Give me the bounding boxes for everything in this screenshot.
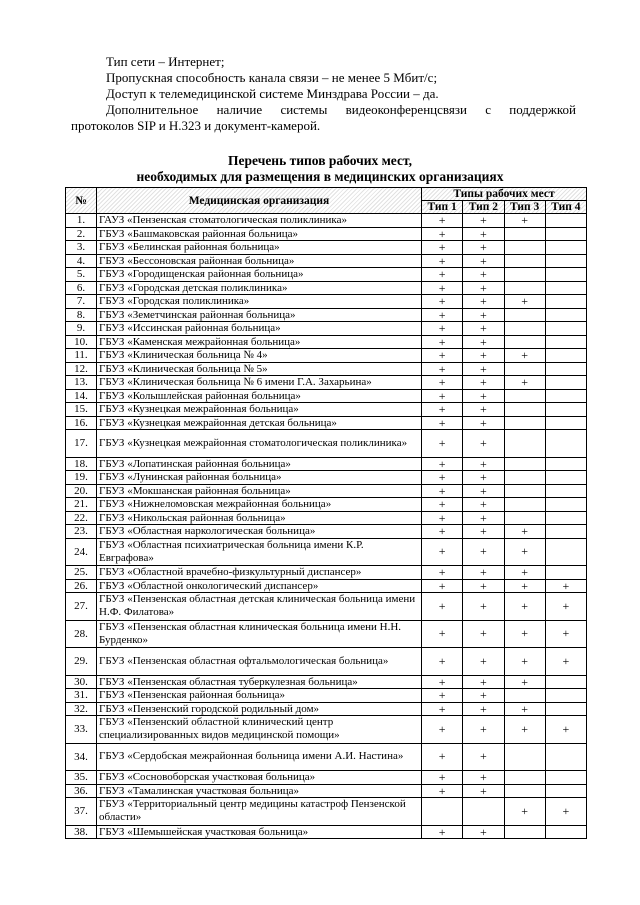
row-number: 6.: [66, 281, 97, 295]
row-number: 35.: [66, 771, 97, 785]
type-4-mark: +: [545, 593, 586, 621]
type-1-mark: +: [422, 771, 463, 785]
type-4-mark: [545, 335, 586, 349]
row-number: 7.: [66, 295, 97, 309]
organization-name: ГБУЗ «Пензенская областная детская клиническая больница имени Н.Ф. Филатова»: [97, 593, 422, 621]
type-4-mark: [545, 484, 586, 498]
type-2-mark: +: [463, 579, 504, 593]
table-row: [66, 268, 587, 282]
type-4-mark: +: [545, 579, 586, 593]
organization-name: ГБУЗ «Башмаковская районная больница»: [97, 227, 422, 241]
type-1-mark: +: [422, 566, 463, 580]
type-4-mark: [545, 322, 586, 336]
type-3-mark: [504, 322, 545, 336]
type-1-mark: +: [422, 457, 463, 471]
header-type-2: Тип 2: [463, 201, 504, 214]
type-2-mark: +: [463, 308, 504, 322]
type-2-mark: [463, 798, 504, 826]
row-number: 24.: [66, 538, 97, 566]
intro-line-access: Доступ к телемедицинской системе Минздрава России – да.: [106, 86, 439, 101]
type-3-mark: +: [504, 675, 545, 689]
type-1-mark: +: [422, 268, 463, 282]
type-3-mark: +: [504, 349, 545, 363]
type-2-mark: +: [463, 362, 504, 376]
type-1-mark: +: [422, 403, 463, 417]
organization-name: ГБУЗ «Областной онкологический диспансер»: [97, 579, 422, 593]
row-number: 3.: [66, 241, 97, 255]
type-2-mark: +: [463, 620, 504, 648]
type-4-mark: [545, 308, 586, 322]
type-1-mark: +: [422, 389, 463, 403]
type-3-mark: [504, 511, 545, 525]
row-number: 23.: [66, 525, 97, 539]
organization-name: ГБУЗ «Пензенский городской родильный дом»: [97, 702, 422, 716]
type-1-mark: +: [422, 295, 463, 309]
row-number: 2.: [66, 227, 97, 241]
type-1-mark: +: [422, 716, 463, 744]
organization-name: ГБУЗ «Пензенская областная туберкулезная больница»: [97, 675, 422, 689]
row-number: 33.: [66, 716, 97, 744]
type-4-mark: [545, 389, 586, 403]
row-number: 28.: [66, 620, 97, 648]
type-1-mark: +: [422, 648, 463, 676]
type-1-mark: +: [422, 484, 463, 498]
type-2-mark: +: [463, 498, 504, 512]
type-1-mark: +: [422, 214, 463, 228]
type-1-mark: +: [422, 498, 463, 512]
organization-name: ГБУЗ «Клиническая больница № 6 имени Г.А. Захарьина»: [97, 376, 422, 390]
type-2-mark: +: [463, 227, 504, 241]
type-3-mark: +: [504, 716, 545, 744]
type-3-mark: [504, 389, 545, 403]
type-3-mark: [504, 281, 545, 295]
organization-name: ГБУЗ «Пензенская областная клиническая больница имени Н.Н. Бурденко»: [97, 620, 422, 648]
type-1-mark: +: [422, 281, 463, 295]
type-3-mark: [504, 362, 545, 376]
row-number: 18.: [66, 457, 97, 471]
type-2-mark: +: [463, 689, 504, 703]
type-1-mark: +: [422, 254, 463, 268]
table-row: [66, 593, 587, 621]
organization-name: ГБУЗ «Пензенская областная офтальмологическая больница»: [97, 648, 422, 676]
type-1-mark: +: [422, 376, 463, 390]
table-row: [66, 743, 587, 771]
type-3-mark: [504, 471, 545, 485]
row-number: 16.: [66, 416, 97, 430]
type-2-mark: +: [463, 254, 504, 268]
organization-name: ГБУЗ «Иссинская районная больница»: [97, 322, 422, 336]
type-3-mark: +: [504, 538, 545, 566]
type-3-mark: [504, 771, 545, 785]
type-2-mark: +: [463, 716, 504, 744]
type-3-mark: [504, 689, 545, 703]
type-2-mark: +: [463, 430, 504, 458]
intro-word: наличие: [216, 102, 263, 117]
organization-name: ГБУЗ «Кузнецкая межрайонная детская больница»: [97, 416, 422, 430]
table-row: [66, 511, 587, 525]
row-number: 26.: [66, 579, 97, 593]
type-3-mark: [504, 308, 545, 322]
type-2-mark: +: [463, 648, 504, 676]
table-row: [66, 349, 587, 363]
header-type-1: Тип 1: [422, 201, 463, 214]
table-row: [66, 689, 587, 703]
type-2-mark: +: [463, 389, 504, 403]
type-3-mark: +: [504, 593, 545, 621]
type-4-mark: [545, 227, 586, 241]
organization-name: ГБУЗ «Городская поликлиника»: [97, 295, 422, 309]
type-2-mark: +: [463, 349, 504, 363]
type-1-mark: +: [422, 471, 463, 485]
type-3-mark: [504, 403, 545, 417]
row-number: 34.: [66, 743, 97, 771]
type-4-mark: [545, 362, 586, 376]
type-1-mark: +: [422, 227, 463, 241]
type-2-mark: +: [463, 593, 504, 621]
intro-line-network: Тип сети – Интернет;: [106, 54, 225, 69]
table-row: [66, 241, 587, 255]
type-3-mark: +: [504, 620, 545, 648]
table-row: [66, 308, 587, 322]
organization-name: ГБУЗ «Областная психиатрическая больница имени К.Р. Евграфова»: [97, 538, 422, 566]
type-2-mark: +: [463, 825, 504, 839]
type-1-mark: +: [422, 241, 463, 255]
type-2-mark: +: [463, 675, 504, 689]
table-row: [66, 675, 587, 689]
type-4-mark: [545, 784, 586, 798]
row-number: 15.: [66, 403, 97, 417]
type-1-mark: +: [422, 825, 463, 839]
type-1-mark: +: [422, 362, 463, 376]
type-4-mark: [545, 403, 586, 417]
table-row: [66, 771, 587, 785]
type-3-mark: [504, 241, 545, 255]
table-row: [66, 214, 587, 228]
row-number: 9.: [66, 322, 97, 336]
type-4-mark: [545, 525, 586, 539]
type-1-mark: +: [422, 335, 463, 349]
type-1-mark: +: [422, 784, 463, 798]
type-2-mark: +: [463, 702, 504, 716]
type-4-mark: +: [545, 798, 586, 826]
workplace-types-table: [65, 187, 587, 839]
type-1-mark: +: [422, 416, 463, 430]
intro-word: поддержкой: [509, 102, 576, 117]
organization-name: ГБУЗ «Пензенский областной клинический центр специализированных видов медицинской помощи»: [97, 716, 422, 744]
type-2-mark: +: [463, 471, 504, 485]
type-3-mark: +: [504, 579, 545, 593]
type-3-mark: [504, 254, 545, 268]
row-number: 21.: [66, 498, 97, 512]
type-2-mark: +: [463, 268, 504, 282]
organization-name: ГБУЗ «Территориальный центр медицины катастроф Пензенской области»: [97, 798, 422, 826]
intro-word: системы: [280, 102, 328, 117]
table-row: [66, 416, 587, 430]
type-1-mark: +: [422, 702, 463, 716]
type-1-mark: +: [422, 525, 463, 539]
type-4-mark: [545, 349, 586, 363]
type-3-mark: [504, 498, 545, 512]
table-row: [66, 335, 587, 349]
organization-name: ГБУЗ «Лунинская районная больница»: [97, 471, 422, 485]
row-number: 14.: [66, 389, 97, 403]
organization-name: ГБУЗ «Клиническая больница № 4»: [97, 349, 422, 363]
table-row: [66, 784, 587, 798]
table-row: [66, 403, 587, 417]
type-2-mark: +: [463, 403, 504, 417]
type-4-mark: [545, 675, 586, 689]
row-number: 13.: [66, 376, 97, 390]
type-1-mark: +: [422, 579, 463, 593]
type-3-mark: [504, 457, 545, 471]
table-row: [66, 281, 587, 295]
row-number: 25.: [66, 566, 97, 580]
table-body: [66, 214, 587, 839]
type-3-mark: +: [504, 798, 545, 826]
type-4-mark: [545, 295, 586, 309]
organization-name: ГБУЗ «Никольская районная больница»: [97, 511, 422, 525]
table-row: [66, 362, 587, 376]
list-title-line-1: Перечень типов рабочих мест,: [228, 153, 412, 168]
type-4-mark: [545, 214, 586, 228]
type-2-mark: +: [463, 241, 504, 255]
intro-word: с: [485, 102, 491, 117]
list-title-line-2: необходимых для размещения в медицинских организациях: [136, 169, 504, 184]
type-4-mark: [545, 702, 586, 716]
row-number: 37.: [66, 798, 97, 826]
organization-name: ГБУЗ «Областная наркологическая больница»: [97, 525, 422, 539]
table-row: [66, 484, 587, 498]
table-row: [66, 430, 587, 458]
row-number: 29.: [66, 648, 97, 676]
table-row: [66, 376, 587, 390]
table-row: [66, 525, 587, 539]
type-4-mark: +: [545, 648, 586, 676]
row-number: 12.: [66, 362, 97, 376]
header-type-4: Тип 4: [545, 201, 586, 214]
type-1-mark: +: [422, 308, 463, 322]
table-row: [66, 579, 587, 593]
organization-name: ГБУЗ «Каменская межрайонная больница»: [97, 335, 422, 349]
type-3-mark: [504, 743, 545, 771]
type-2-mark: +: [463, 538, 504, 566]
type-2-mark: +: [463, 416, 504, 430]
type-4-mark: [545, 254, 586, 268]
type-3-mark: +: [504, 295, 545, 309]
type-4-mark: [545, 457, 586, 471]
organization-name: ГБУЗ «Областной врачебно-физкультурный диспансер»: [97, 566, 422, 580]
table-row: [66, 498, 587, 512]
row-number: 10.: [66, 335, 97, 349]
type-3-mark: +: [504, 566, 545, 580]
organization-name: ГБУЗ «Шемышейская участковая больница»: [97, 825, 422, 839]
row-number: 8.: [66, 308, 97, 322]
type-4-mark: [545, 689, 586, 703]
organization-name: ГБУЗ «Бессоновская районная больница»: [97, 254, 422, 268]
type-1-mark: +: [422, 689, 463, 703]
type-1-mark: +: [422, 349, 463, 363]
type-3-mark: [504, 268, 545, 282]
type-1-mark: +: [422, 743, 463, 771]
intro-word: видеоконференцсвязи: [345, 102, 467, 117]
type-2-mark: +: [463, 457, 504, 471]
row-number: 5.: [66, 268, 97, 282]
row-number: 22.: [66, 511, 97, 525]
type-4-mark: [545, 566, 586, 580]
type-3-mark: [504, 335, 545, 349]
type-4-mark: [545, 825, 586, 839]
organization-name: ГБУЗ «Белинская районная больница»: [97, 241, 422, 255]
type-4-mark: [545, 268, 586, 282]
type-4-mark: +: [545, 716, 586, 744]
type-4-mark: +: [545, 620, 586, 648]
organization-name: ГБУЗ «Лопатинская районная больница»: [97, 457, 422, 471]
intro-word: Дополнительное: [106, 102, 199, 117]
type-2-mark: +: [463, 335, 504, 349]
row-number: 17.: [66, 430, 97, 458]
type-1-mark: +: [422, 620, 463, 648]
table-row: [66, 538, 587, 566]
type-3-mark: [504, 825, 545, 839]
table-row: [66, 825, 587, 839]
row-number: 31.: [66, 689, 97, 703]
row-number: 38.: [66, 825, 97, 839]
organization-name: ГБУЗ «Клиническая больница № 5»: [97, 362, 422, 376]
table-row: [66, 295, 587, 309]
type-1-mark: +: [422, 538, 463, 566]
table-row: [66, 620, 587, 648]
intro-line-protocols: протоколов SIP и H.323 и документ-камерой.: [71, 118, 321, 133]
type-2-mark: +: [463, 525, 504, 539]
type-1-mark: +: [422, 511, 463, 525]
organization-name: ГБУЗ «Нижнеломовская межрайонная больница»: [97, 498, 422, 512]
organization-name: ГБУЗ «Кузнецкая межрайонная больница»: [97, 403, 422, 417]
header-workplace-types: Типы рабочих мест: [422, 188, 587, 201]
type-3-mark: [504, 430, 545, 458]
type-3-mark: [504, 784, 545, 798]
table-row: [66, 798, 587, 826]
type-2-mark: +: [463, 214, 504, 228]
type-2-mark: +: [463, 484, 504, 498]
type-4-mark: [545, 511, 586, 525]
type-2-mark: +: [463, 784, 504, 798]
type-1-mark: +: [422, 593, 463, 621]
type-1-mark: [422, 798, 463, 826]
organization-name: ГБУЗ «Городищенская районная больница»: [97, 268, 422, 282]
type-1-mark: +: [422, 430, 463, 458]
intro-line-bandwidth: Пропускная способность канала связи – не менее 5 Мбит/с;: [106, 70, 438, 85]
table-row: [66, 322, 587, 336]
type-3-mark: +: [504, 702, 545, 716]
table-row: [66, 648, 587, 676]
header-type-3: Тип 3: [504, 201, 545, 214]
organization-name: ГБУЗ «Колышлейская районная больница»: [97, 389, 422, 403]
type-2-mark: +: [463, 281, 504, 295]
type-4-mark: [545, 241, 586, 255]
type-3-mark: +: [504, 214, 545, 228]
type-3-mark: +: [504, 525, 545, 539]
row-number: 11.: [66, 349, 97, 363]
type-3-mark: +: [504, 648, 545, 676]
table-row: [66, 227, 587, 241]
type-4-mark: [545, 498, 586, 512]
header-number: №: [66, 188, 97, 214]
row-number: 27.: [66, 593, 97, 621]
type-4-mark: [545, 538, 586, 566]
table-row: [66, 566, 587, 580]
type-3-mark: [504, 484, 545, 498]
organization-name: ГБУЗ «Сосновоборская участковая больница»: [97, 771, 422, 785]
organization-name: ГБУЗ «Мокшанская районная больница»: [97, 484, 422, 498]
row-number: 1.: [66, 214, 97, 228]
organization-name: ГБУЗ «Сердобская межрайонная больница имени А.И. Настина»: [97, 743, 422, 771]
header-organization: Медицинская организация: [97, 188, 422, 214]
type-4-mark: [545, 771, 586, 785]
table-row: [66, 457, 587, 471]
type-2-mark: +: [463, 376, 504, 390]
type-3-mark: [504, 227, 545, 241]
type-2-mark: +: [463, 566, 504, 580]
table-row: [66, 716, 587, 744]
row-number: 20.: [66, 484, 97, 498]
type-2-mark: +: [463, 743, 504, 771]
type-4-mark: [545, 743, 586, 771]
organization-name: ГБУЗ «Пензенская районная больница»: [97, 689, 422, 703]
type-2-mark: +: [463, 295, 504, 309]
row-number: 19.: [66, 471, 97, 485]
row-number: 32.: [66, 702, 97, 716]
type-4-mark: [545, 281, 586, 295]
type-4-mark: [545, 430, 586, 458]
type-3-mark: [504, 416, 545, 430]
table-row: [66, 471, 587, 485]
organization-name: ГБУЗ «Тамалинская участковая больница»: [97, 784, 422, 798]
type-2-mark: +: [463, 322, 504, 336]
intro-line-additional: [106, 102, 576, 118]
organization-name: ГАУЗ «Пензенская стоматологическая поликлиника»: [97, 214, 422, 228]
row-number: 4.: [66, 254, 97, 268]
type-4-mark: [545, 416, 586, 430]
type-2-mark: +: [463, 511, 504, 525]
type-1-mark: +: [422, 322, 463, 336]
row-number: 30.: [66, 675, 97, 689]
type-4-mark: [545, 376, 586, 390]
row-number: 36.: [66, 784, 97, 798]
type-2-mark: +: [463, 771, 504, 785]
organization-name: ГБУЗ «Городская детская поликлиника»: [97, 281, 422, 295]
type-4-mark: [545, 471, 586, 485]
organization-name: ГБУЗ «Земетчинская районная больница»: [97, 308, 422, 322]
type-1-mark: +: [422, 675, 463, 689]
organization-name: ГБУЗ «Кузнецкая межрайонная стоматологическая поликлиника»: [97, 430, 422, 458]
table-row: [66, 702, 587, 716]
table-row: [66, 389, 587, 403]
table-row: [66, 254, 587, 268]
type-3-mark: +: [504, 376, 545, 390]
